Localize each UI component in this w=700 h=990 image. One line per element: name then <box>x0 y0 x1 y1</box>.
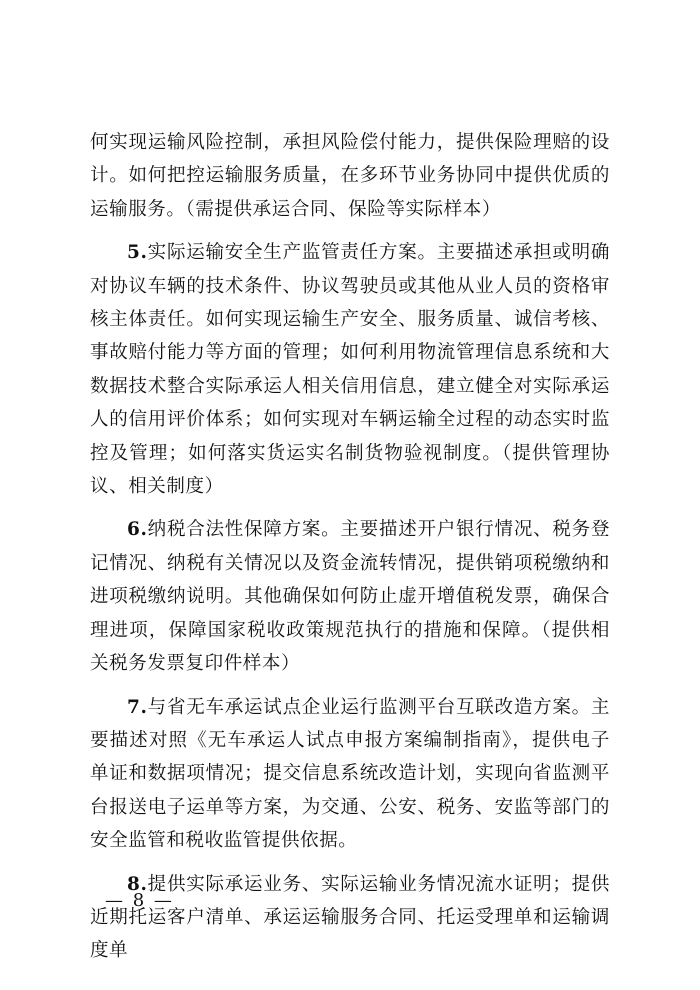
paragraph-item-5 <box>90 236 610 503</box>
paragraph-number: 8. <box>127 873 148 895</box>
paragraph-number: 7. <box>127 696 148 718</box>
paragraph-continuation <box>90 126 610 226</box>
page-number: — 8 — <box>105 890 174 911</box>
paragraph-item-6 <box>90 513 610 680</box>
paragraph-text: 实际运输安全生产监管责任方案。主要描述承担或明确对协议车辆的技术条件、协议驾驶员或其他从业人员的资格审核主体责任。如何实现运输生产安全、服务质量、诚信考核、事故赔付能力等方面的管理；如何利用物流管理信息系统和大数据技术整合实际承运人相关信用信息，建立健全对实际承运人的信用评价体系；如何实现对车辆运输全过程的动态实时监控及管理；如何落实货运实名制货物验视制度。（提供管理协议、相关制度） <box>90 242 610 498</box>
paragraph-text: 何实现运输风险控制，承担风险偿付能力，提供保险理赔的设计。如何把控运输服务质量，在多环节业务协同中提供优质的运输服务。（需提供承运合同、保险等实际样本） <box>90 132 610 220</box>
paragraph-text: 提供实际承运业务、实际运输业务情况流水证明；提供近期托运客户清单、承运运输服务合同、托运受理单和运输调度单 <box>90 873 610 962</box>
paragraph-text: 纳税合法性保障方案。主要描述开户银行情况、税务登记情况、纳税有关情况以及资金流转情况，提供销项税缴纳和进项税缴纳说明。其他确保如何防止虚开增值税发票，确保合理进项，保障国家税收政策规范执行的措施和保障。（提供相关税务发票复印件样本） <box>90 519 610 675</box>
document-body <box>90 126 610 968</box>
paragraph-item-8 <box>90 868 610 968</box>
paragraph-number: 5. <box>127 242 148 264</box>
paragraph-item-7 <box>90 691 610 858</box>
paragraph-text: 与省无车承运试点企业运行监测平台互联改造方案。主要描述对照《无车承运人试点申报方案编制指南》，提供电子单证和数据项情况；提交信息系统改造计划，实现向省监测平台报送电子运单等方案，为交通、公安、税务、安监等部门的安全监管和税收监管提供依据。 <box>90 696 610 852</box>
paragraph-number: 6. <box>127 519 148 541</box>
